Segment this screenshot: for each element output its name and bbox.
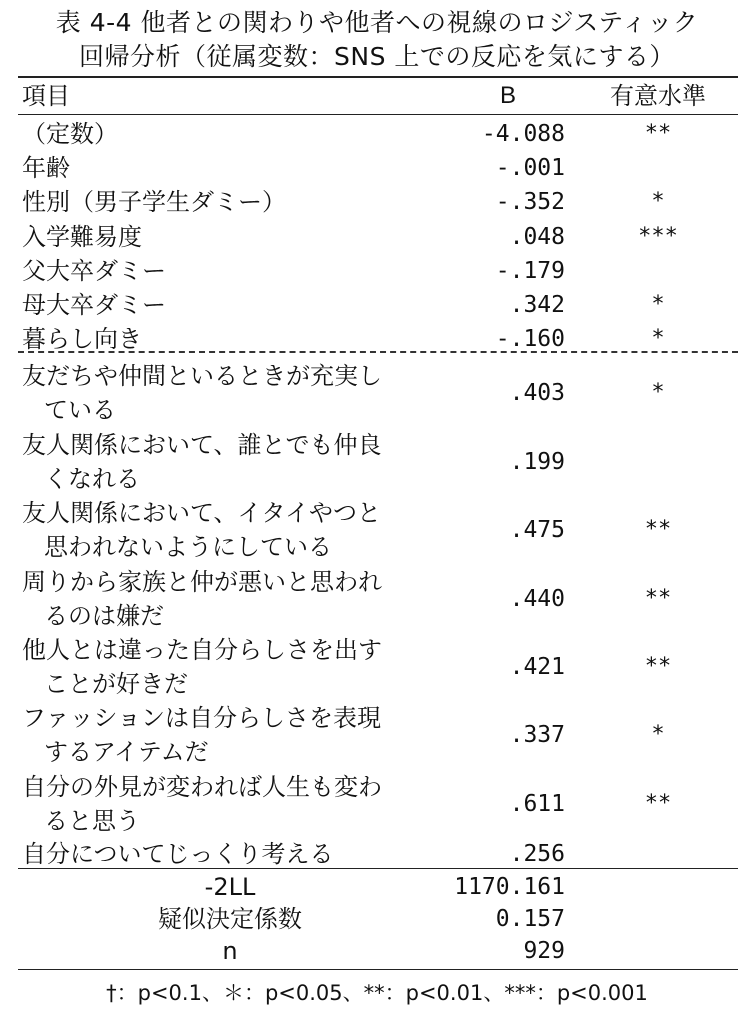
row-label: 周りから家族と仲が悪いと思われ <box>22 568 382 596</box>
row-significance: ** <box>644 654 672 679</box>
row-label: 友人関係において、イタイやつと <box>22 499 382 527</box>
row-label: 自分についてじっくり考える <box>22 840 334 868</box>
row-significance: * <box>651 722 665 747</box>
row-significance: * <box>651 326 665 351</box>
header-b: B <box>499 82 516 109</box>
table-title-line-2: 回帰分析（従属変数：SNS 上での反応を気にする） <box>79 42 675 71</box>
stat-value: 929 <box>523 938 565 964</box>
row-label: 性別（男子学生ダミー） <box>22 188 286 216</box>
row-label-continued: くなれる <box>44 465 140 493</box>
header-significance: 有意水準 <box>610 82 706 110</box>
row-label-continued: ことが好きだ <box>44 670 188 698</box>
header-rule <box>18 114 738 115</box>
row-label-continued: るのは嫌だ <box>44 602 164 630</box>
header-item: 項目 <box>22 82 70 110</box>
row-significance: ** <box>644 121 672 146</box>
row-label: 年齢 <box>22 154 70 182</box>
stat-label: 疑似決定係数 <box>158 905 302 933</box>
stat-value: 0.157 <box>495 906 565 932</box>
stats-rule <box>18 868 738 869</box>
row-b-value: .611 <box>509 791 565 817</box>
row-label: 母大卒ダミー <box>22 291 166 319</box>
row-b-value: .342 <box>509 292 565 318</box>
row-b-value: .256 <box>509 841 565 867</box>
row-significance: ** <box>644 791 672 816</box>
dashed-separator <box>18 351 738 353</box>
row-label: 友だちや仲間といるときが充実し <box>22 362 382 390</box>
stat-value: 1170.161 <box>454 874 565 900</box>
row-b-value: .440 <box>509 586 565 612</box>
row-significance: *** <box>638 224 678 249</box>
row-significance: ** <box>644 586 672 611</box>
stat-label: -2LL <box>204 873 256 901</box>
row-b-value: -.179 <box>495 258 565 284</box>
row-b-value: .048 <box>509 224 565 250</box>
row-significance: * <box>651 380 665 405</box>
row-significance: * <box>651 189 665 214</box>
top-rule <box>18 76 738 78</box>
row-b-value: .337 <box>509 722 565 748</box>
row-b-value: .421 <box>509 654 565 680</box>
significance-note: †：p<0.1、＊：p<0.05、**：p<0.01、***：p<0.001 <box>106 981 648 1005</box>
row-label-continued: ると思う <box>44 807 140 835</box>
row-b-value: -4.088 <box>481 121 565 147</box>
row-b-value: .403 <box>509 380 565 406</box>
row-label: 入学難易度 <box>22 223 142 251</box>
row-significance: * <box>651 292 665 317</box>
stat-label: n <box>222 937 238 965</box>
row-b-value: .199 <box>509 449 565 475</box>
row-label-continued: ている <box>44 396 116 424</box>
row-label: 暮らし向き <box>22 325 142 353</box>
row-b-value: -.352 <box>495 189 565 215</box>
row-significance: ** <box>644 517 672 542</box>
row-b-value: .475 <box>509 517 565 543</box>
table-title-line-1: 表 4-4 他者との関わりや他者への視線のロジスティック <box>55 8 699 37</box>
row-label: 友人関係において、誰とでも仲良 <box>22 431 382 459</box>
row-label: 他人とは違った自分らしさを出す <box>22 636 382 664</box>
row-label: 父大卒ダミー <box>22 257 166 285</box>
row-label-continued: するアイテムだ <box>44 738 209 766</box>
row-b-value: -.001 <box>495 155 565 181</box>
bottom-rule <box>18 969 738 970</box>
row-label: 自分の外見が変われば人生も変わ <box>22 773 382 801</box>
row-b-value: -.160 <box>495 326 565 352</box>
row-label-continued: 思われないようにしている <box>44 533 332 561</box>
row-label: （定数） <box>22 120 118 148</box>
row-label: ファッションは自分らしさを表現 <box>22 704 382 732</box>
